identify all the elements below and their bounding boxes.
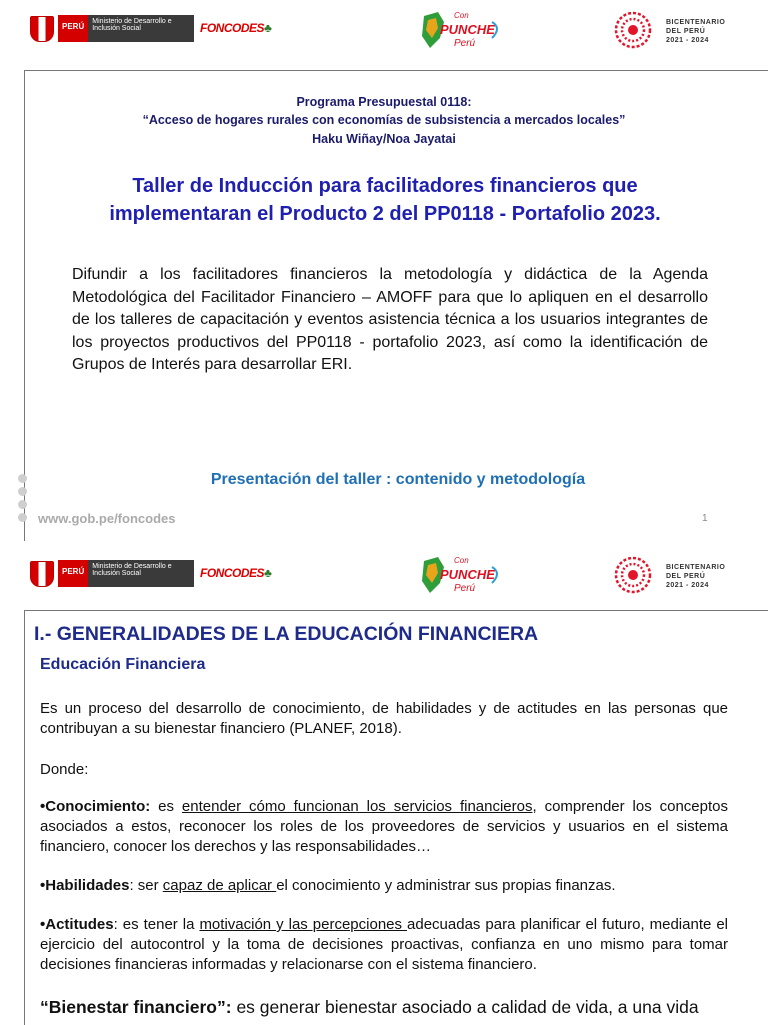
foncodes-logo-2: FONCODES♣	[200, 566, 272, 580]
ministry-label: Ministerio de Desarrollo e Inclusión Social	[88, 15, 194, 42]
actitudes-paragraph: •Actitudes: es tener la motivación y las percepciones adecuadas para planificar el futuro, mediante el ejercicio del autocontrol y la toma de decisiones proactivas, confianza en uno mismo para tomar decisiones financieras informadas y relacionarse con el sistema financiero.	[40, 916, 728, 973]
bienestar-label: “Bienestar financiero”:	[40, 997, 232, 1017]
twitter-icon	[18, 487, 27, 496]
punche-text: PUNCHE	[440, 567, 495, 582]
section-title: I.- GENERALIDADES DE LA EDUCACIÓN FINANCIERA	[34, 623, 539, 645]
taller-title: Taller de Inducción para facilitadores financieros que implementaran el Producto 2 del PP0118 - Portafolio 2023.	[109, 175, 661, 225]
programa-line-2: “Acceso de hogares rurales con economías de subsistencia a mercados locales”	[142, 113, 626, 127]
facebook-icon	[18, 474, 27, 483]
bicentenario-logo-2	[610, 555, 750, 597]
footer-url: www.gob.pe/foncodes	[38, 511, 176, 526]
actitudes-label: •Actitudes	[40, 916, 114, 933]
bicentenario-emblem-icon	[610, 555, 660, 597]
habilidades-label: •Habilidades	[40, 877, 130, 894]
bienestar-paragraph: “Bienestar financiero”: es generar bienestar asociado a calidad de vida, a una vida	[40, 997, 699, 1017]
presentation-subtitle: Presentación del taller : contenido y metodología	[210, 471, 586, 488]
habilidades-paragraph: •Habilidades: ser capaz de aplicar el conocimiento y administrar sus propias finanzas.	[40, 877, 616, 894]
programa-line-3: Haku Wiñay/Noa Jayatai	[312, 132, 456, 146]
slide-header	[0, 0, 768, 58]
punche-con-text: Con	[454, 556, 469, 565]
peru-shield-icon	[30, 16, 54, 42]
gob-peru-logo	[30, 15, 194, 42]
youtube-icon	[18, 513, 27, 522]
peru-label: PERÚ	[58, 15, 88, 42]
donde-label: Donde:	[40, 761, 89, 778]
slide-2	[0, 545, 768, 1024]
punche-text: PUNCHE	[440, 22, 495, 37]
con-punche-peru-logo-2	[414, 553, 506, 597]
bicentenario-text: BICENTENARIO DEL PERÚ 2021 - 2024	[666, 19, 726, 44]
ministry-label: Ministerio de Desarrollo e Inclusión Social	[88, 560, 194, 587]
slide-header-2	[0, 545, 768, 603]
bicentenario-text: BICENTENARIO DEL PERÚ 2021 - 2024	[666, 564, 726, 589]
peru-label: PERÚ	[58, 560, 88, 587]
con-punche-peru-logo	[414, 8, 506, 52]
gob-peru-logo-2	[30, 560, 194, 587]
social-icons	[18, 474, 27, 526]
peru-shield-icon	[30, 561, 54, 587]
programa-line-1: Programa Presupuestal 0118:	[296, 95, 472, 109]
taller-description: Difundir a los facilitadores financieros la metodología y didáctica de la Agenda Metodológica del Facilitador Financiero – AMOFF para que lo apliquen en el desarrollo de los talleres de capacitación y eventos asistencia técnica a los usuarios integrantes de los proyectos productivos del PP0118 - portafolio 2023, así como la identificación de Grupos de Interés para desarrollar ERI.	[72, 266, 708, 373]
punche-peru-text: Perú	[454, 583, 476, 594]
punche-peru-text: Perú	[454, 38, 476, 49]
intro-paragraph: Es un proceso del desarrollo de conocimiento, de habilidades y de actitudes en las personas que contribuyan a su bienestar financiero (PLANEF, 2018).	[40, 700, 728, 737]
conocimiento-label: •Conocimiento:	[40, 798, 151, 815]
section-subtitle: Educación Financiera	[40, 656, 206, 673]
bicentenario-logo	[610, 10, 750, 52]
page-number: 1	[702, 513, 708, 524]
bicentenario-emblem-icon	[610, 10, 660, 52]
punche-con-text: Con	[454, 11, 469, 20]
conocimiento-paragraph: •Conocimiento: es entender cómo funcionan los servicios financieros, comprender los conceptos asociados a estos, reconocer los roles de los proveedores de servicios y usuarios en el sistema financiero, conocer los derechos y las responsabilidades…	[40, 798, 728, 855]
foncodes-logo: FONCODES♣	[200, 21, 272, 35]
instagram-icon	[18, 500, 27, 509]
